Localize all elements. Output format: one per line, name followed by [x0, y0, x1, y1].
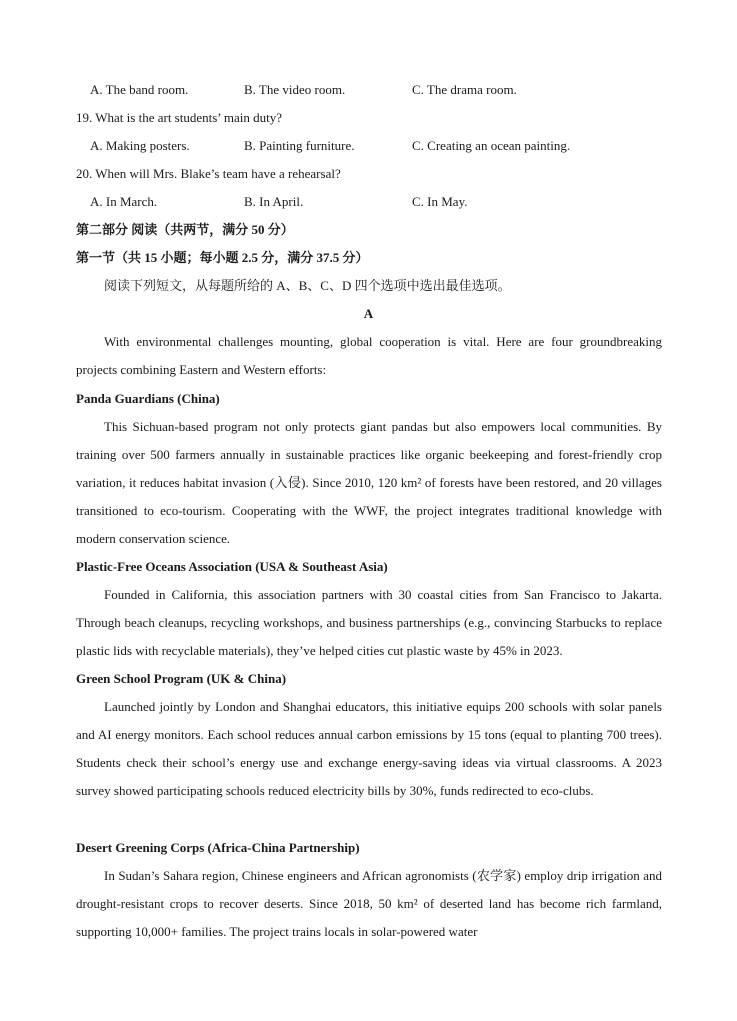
q20-question: 20. When will Mrs. Blake’s team have a rehearsal? — [76, 166, 341, 181]
q18-option-c: C. The drama room. — [412, 82, 517, 97]
q18-option-a: A. The band room. — [90, 82, 189, 97]
q18-options — [76, 80, 662, 100]
q19-option-a: A. Making posters. — [90, 138, 190, 153]
intro-paragraph: With environmental challenges mounting, global cooperation is vital. Here are four groundbreaking projects combining Eastern and Western efforts: — [76, 334, 662, 378]
project-body-desert: In Sudan’s Sahara region, Chinese engineers and African agronomists (农学家) employ drip irrigation and drought-resistant crops to recover deserts. Since 2018, 50 km² of deserted land has become rich farmland, supporting 10,000+ families. The project trains locals in solar-powered water — [76, 868, 662, 940]
project-body-plastic: Founded in California, this association partners with 30 coastal cities from San Francisco to Jakarta. Through beach cleanups, recycling workshops, and business partnerships (e.g., convincing Starbucks to replace plastic lids with recyclable materials), they’ve helped cities cut plastic waste by 45% in 2023. — [76, 587, 662, 659]
q19-question: 19. What is the art students’ main duty? — [76, 110, 283, 125]
q20-option-c: C. In May. — [412, 194, 468, 209]
project-body-panda: This Sichuan-based program not only protects giant pandas but also empowers local communities. By training over 500 farmers annually in sustainable practices like organic beekeeping and forest-friendly crop variation, it reduces habitat invasion (入侵). Since 2010, 120 km² of forests have been restored, and 20 villages transitioned to eco-tourism. Cooperating with the WWF, the project integrates traditional knowledge with modern conservation science. — [76, 419, 662, 547]
passage-label: A — [363, 306, 374, 321]
project-body-green-school: Launched jointly by London and Shanghai educators, this initiative equips 200 schools with solar panels and AI energy monitors. Each school reduces annual carbon emissions by 15 tons (equal to planting 700 trees). Students check their school’s energy use and exchange energy-saving ideas via virtual classrooms. A 2023 survey showed participating schools reduced electricity bills by 30%, funds redirected to eco-clubs. — [76, 699, 662, 799]
q20-option-b: B. In April. — [244, 194, 304, 209]
q19-options — [76, 136, 662, 156]
project-title-desert: Desert Greening Corps (Africa-China Partnership) — [76, 840, 360, 855]
section1-title: 第一节（共 15 小题；每小题 2.5 分，满分 37.5 分） — [76, 250, 369, 265]
project-title-panda: Panda Guardians (China) — [76, 391, 220, 406]
q20-option-a: A. In March. — [90, 194, 158, 209]
q20-options — [76, 192, 662, 212]
q19-option-b: B. Painting furniture. — [244, 138, 355, 153]
project-title-plastic: Plastic-Free Oceans Association (USA & Southeast Asia) — [76, 559, 388, 574]
project-title-green-school: Green School Program (UK & China) — [76, 671, 287, 686]
part2-title: 第二部分 阅读（共两节，满分 50 分） — [76, 222, 294, 237]
q18-option-b: B. The video room. — [244, 82, 346, 97]
q19-option-c: C. Creating an ocean painting. — [412, 138, 571, 153]
instructions: 阅读下列短文，从每题所给的 A、B、C、D 四个选项中选出最佳选项。 — [104, 278, 511, 293]
